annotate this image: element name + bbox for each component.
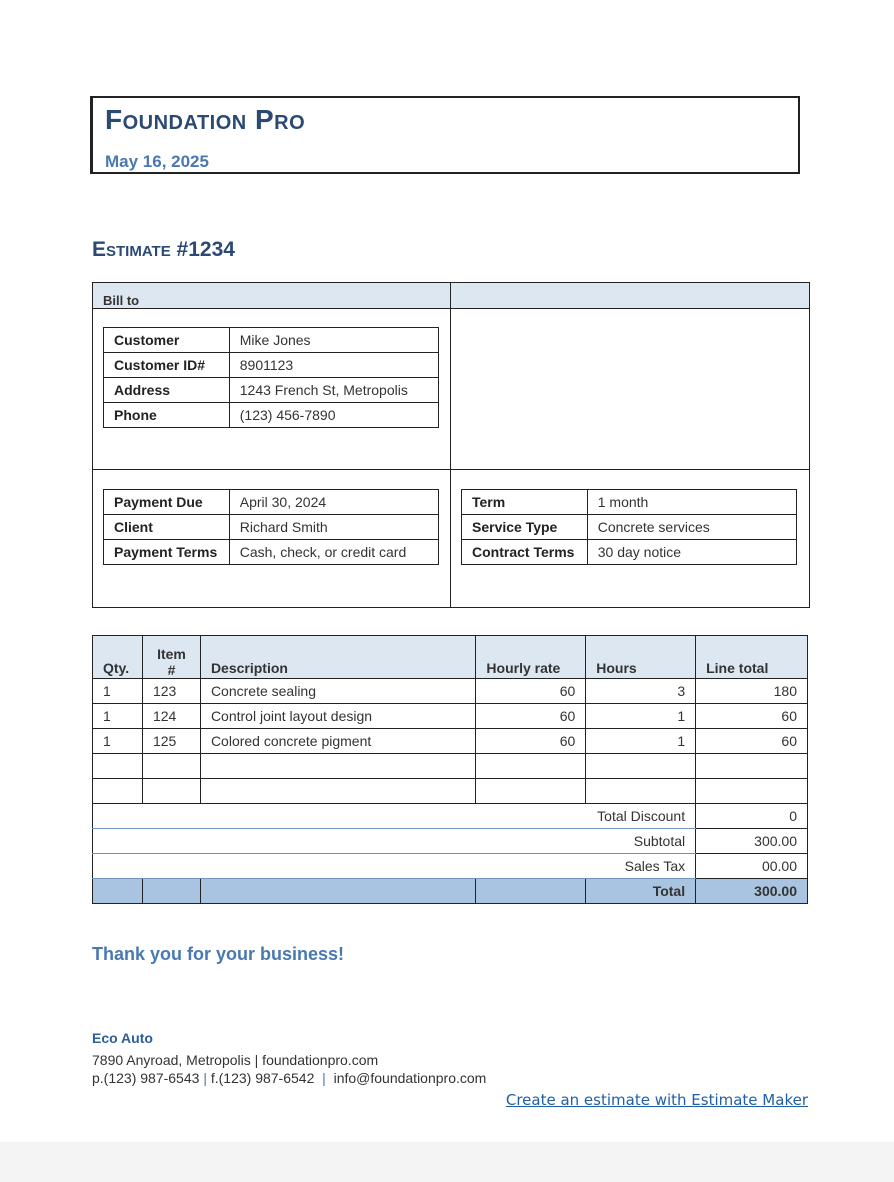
rate-cell: 60: [476, 704, 586, 729]
customer-value: Mike Jones: [229, 328, 438, 353]
empty-cell: [93, 779, 143, 804]
empty-cell: [200, 754, 475, 779]
rate-cell: 60: [476, 679, 586, 704]
sales-tax-value: 00.00: [696, 854, 808, 879]
sales-tax-label: Sales Tax: [93, 854, 696, 879]
line-total-cell: 180: [696, 679, 808, 704]
hours-header: Hours: [586, 636, 696, 679]
line-total-header: Line total: [696, 636, 808, 679]
service-type-value: Concrete services: [587, 515, 796, 540]
footer-phone: p.(123) 987-6543: [92, 1070, 200, 1086]
line-total-cell: 60: [696, 704, 808, 729]
discount-label: Total Discount: [93, 804, 696, 829]
empty-cell: [200, 779, 475, 804]
description-cell: Control joint layout design: [200, 704, 475, 729]
page-bottom-band: [0, 1142, 894, 1182]
empty-cell: [586, 754, 696, 779]
estimate-title: Estimate #1234: [92, 238, 235, 261]
payment-due-key: Payment Due: [104, 490, 230, 515]
total-spacer-cell: [142, 879, 200, 904]
items-header-row: [93, 636, 808, 679]
empty-cell: [142, 779, 200, 804]
separator: |: [203, 1070, 207, 1086]
footer-address: 7890 Anyroad, Metropolis | foundationpro.com: [92, 1052, 379, 1068]
item-cell: 125: [142, 729, 200, 754]
customer-key: Customer: [104, 328, 230, 353]
item-number-header: [142, 636, 200, 679]
item-header-line2: #: [167, 662, 176, 678]
customer-id-key: Customer ID#: [104, 353, 230, 378]
term-row: [462, 490, 797, 515]
bill-to-header-right: [451, 283, 809, 309]
qty-cell: 1: [93, 729, 143, 754]
empty-row: [93, 754, 808, 779]
empty-row: [93, 779, 808, 804]
qty-header: Qty.: [93, 636, 143, 679]
discount-row: [93, 804, 808, 829]
total-row: [93, 879, 808, 904]
table-row: [93, 679, 808, 704]
payment-terms-row: [104, 540, 439, 565]
customer-table: [103, 327, 439, 428]
total-spacer-cell: [200, 879, 475, 904]
total-spacer-cell: [93, 879, 143, 904]
table-row: [93, 729, 808, 754]
total-spacer-cell: [476, 879, 586, 904]
separator: |: [318, 1070, 330, 1086]
estimate-date: May 16, 2025: [105, 152, 209, 171]
qty-cell: 1: [93, 704, 143, 729]
customer-id-value: 8901123: [229, 353, 438, 378]
term-value: 1 month: [587, 490, 796, 515]
payment-due-row: [104, 490, 439, 515]
line-items-table: [92, 635, 808, 904]
contract-terms-value: 30 day notice: [587, 540, 796, 565]
description-cell: Colored concrete pigment: [200, 729, 475, 754]
table-row: [93, 704, 808, 729]
total-label: Total: [586, 879, 696, 904]
empty-cell: [93, 754, 143, 779]
section-divider-vertical: [450, 283, 451, 607]
payment-terms-value: Cash, check, or credit card: [229, 540, 438, 565]
total-value: 300.00: [696, 879, 808, 904]
contract-terms-row: [462, 540, 797, 565]
subtotal-label: Subtotal: [93, 829, 696, 854]
footer-contact: [92, 1070, 486, 1086]
empty-cell: [586, 779, 696, 804]
phone-value: (123) 456-7890: [229, 403, 438, 428]
customer-id-row: [104, 353, 439, 378]
address-row: [104, 378, 439, 403]
sales-tax-row: [93, 854, 808, 879]
subtotal-value: 300.00: [696, 829, 808, 854]
hours-cell: 1: [586, 704, 696, 729]
thank-you-message: Thank you for your business!: [92, 944, 345, 964]
rate-cell: 60: [476, 729, 586, 754]
line-total-cell: 60: [696, 729, 808, 754]
section-divider-horizontal: [93, 469, 809, 470]
phone-key: Phone: [104, 403, 230, 428]
footer-fax: f.(123) 987-6542: [210, 1070, 315, 1086]
term-key: Term: [462, 490, 588, 515]
terms-table: [461, 489, 797, 565]
bill-to-header: [93, 283, 451, 309]
line-items-section: [92, 635, 808, 904]
payment-due-value: April 30, 2024: [229, 490, 438, 515]
empty-cell: [476, 779, 586, 804]
empty-cell: [696, 779, 808, 804]
bill-to-label: Bill to: [103, 293, 140, 308]
service-type-key: Service Type: [462, 515, 588, 540]
client-row: [104, 515, 439, 540]
client-value: Richard Smith: [229, 515, 438, 540]
empty-cell: [696, 754, 808, 779]
description-cell: Concrete sealing: [200, 679, 475, 704]
hourly-rate-header: Hourly rate: [476, 636, 586, 679]
item-header-line1: Item: [157, 646, 186, 662]
phone-row: [104, 403, 439, 428]
address-key: Address: [104, 378, 230, 403]
hours-cell: 3: [586, 679, 696, 704]
address-value: 1243 French St, Metropolis: [229, 378, 438, 403]
payment-table: [103, 489, 439, 565]
empty-cell: [476, 754, 586, 779]
description-header: Description: [200, 636, 475, 679]
qty-cell: 1: [93, 679, 143, 704]
footer-email[interactable]: info@foundationpro.com: [333, 1070, 487, 1086]
company-name: Foundation Pro: [105, 104, 306, 135]
service-type-row: [462, 515, 797, 540]
contract-terms-key: Contract Terms: [462, 540, 588, 565]
customer-row: [104, 328, 439, 353]
discount-value: 0: [696, 804, 808, 829]
hours-cell: 1: [586, 729, 696, 754]
item-cell: 123: [142, 679, 200, 704]
bill-to-section: [92, 282, 810, 608]
subtotal-row: [93, 829, 808, 854]
empty-cell: [142, 754, 200, 779]
client-key: Client: [104, 515, 230, 540]
estimate-maker-link[interactable]: Create an estimate with Estimate Maker: [505, 1091, 808, 1109]
footer-company-name: Eco Auto: [92, 1030, 153, 1046]
company-header: [90, 96, 800, 174]
payment-terms-key: Payment Terms: [104, 540, 230, 565]
item-cell: 124: [142, 704, 200, 729]
